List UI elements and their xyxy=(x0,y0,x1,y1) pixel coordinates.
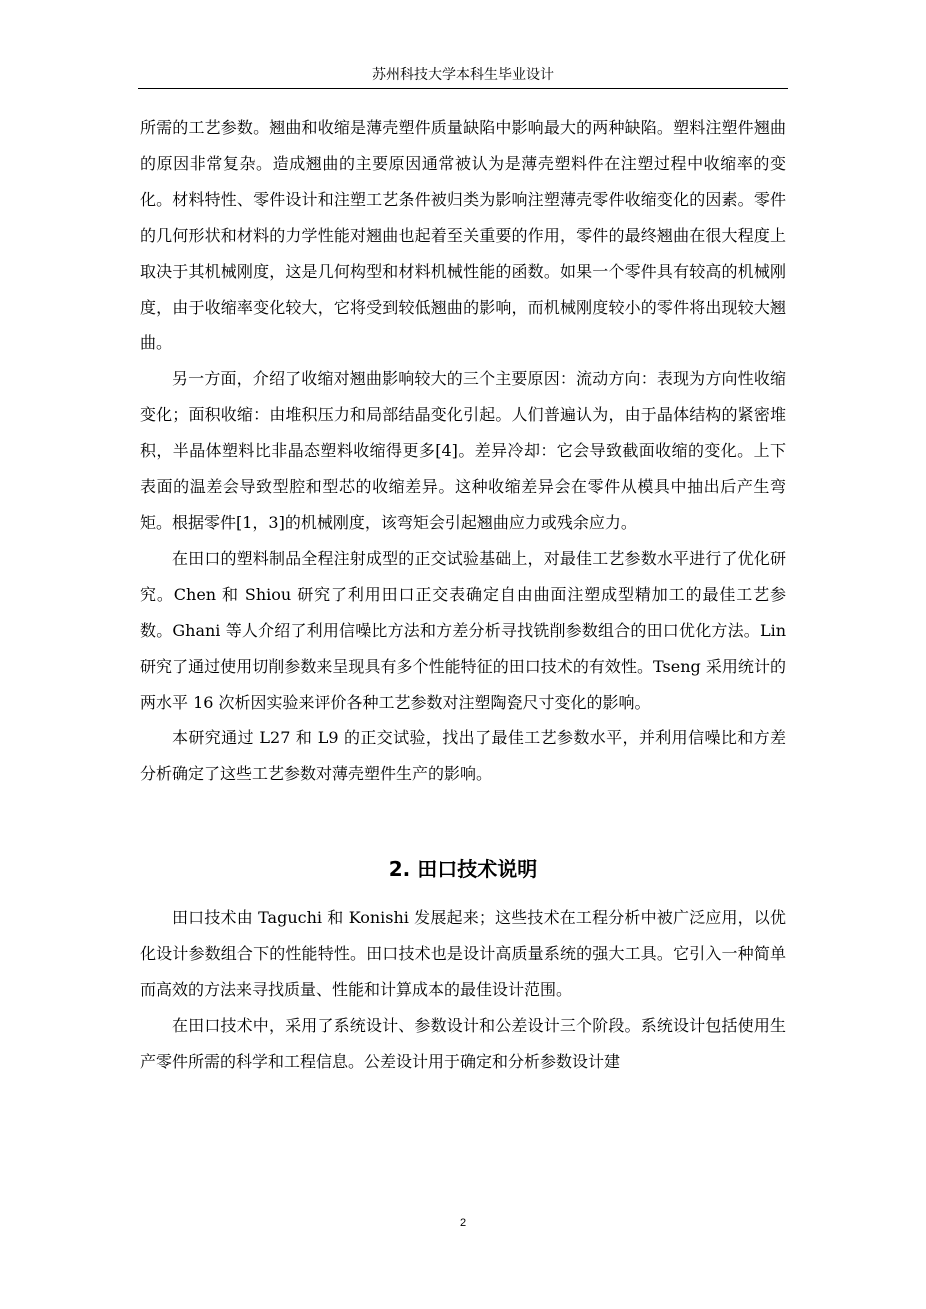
section-heading: 2. 田口技术说明 xyxy=(388,857,538,882)
header-title: 苏州科技大学本科生毕业设计 xyxy=(372,67,554,83)
paragraph-shrinkage-reasons: 另一方面，介绍了收缩对翘曲影响较大的三个主要原因：流动方向：表现为方向性收缩变化；面积收缩：由堆积压力和局部结晶变化引起。人们普遍认为，由于晶体结构的紧密堆积，半晶体塑料比非晶态塑料收缩得更多[4]。差异冷却：它会导致截面收缩的变化。上下表面的温差会导致型腔和型芯的收缩差异。这种收缩差异会在零件从模具中抽出后产生弯矩。根据零件[1，3]的机械刚度，该弯矩会引起翘曲应力或残余应力。 xyxy=(140,369,786,532)
paragraph-study-summary: 本研究通过 L27 和 L9 的正交试验，找出了最佳工艺参数水平，并利用信噪比和方差分析确定了这些工艺参数对薄壳塑件生产的影响。 xyxy=(140,728,786,784)
paragraph-taguchi-stages: 在田口技术中，采用了系统设计、参数设计和公差设计三个阶段。系统设计包括使用生产零件所需的科学和工程信息。公差设计用于确定和分析参数设计建 xyxy=(140,1015,786,1071)
paragraph-taguchi-studies: 在田口的塑料制品全程注射成型的正交试验基础上，对最佳工艺参数水平进行了优化研究。Chen 和 Shiou 研究了利用田口正交表确定自由曲面注塑成型精加工的最佳工艺参数。Ghani 等人介绍了利用信噪比方法和方差分析寻找铣削参数组合的田口优化方法。Lin 研究了通过使用切削参数来呈现具有多个性能特征的田口技术的有效性。Tseng 采用统计的两水平 16 次析因实验来评价各种工艺参数对注塑陶瓷尺寸变化的影响。 xyxy=(140,548,786,712)
page-header xyxy=(138,62,788,89)
page-body xyxy=(140,110,786,1080)
paragraph-warpage-causes: 所需的工艺参数。翘曲和收缩是薄壳塑件质量缺陷中影响最大的两种缺陷。塑料注塑件翘曲的原因非常复杂。造成翘曲的主要原因通常被认为是薄壳塑料件在注塑过程中收缩率的变化。材料特性、零件设计和注塑工艺条件被归类为影响注塑薄壳零件收缩变化的因素。零件的几何形状和材料的力学性能对翘曲也起着至关重要的作用，零件的最终翘曲在很大程度上取决于其机械刚度，这是几何构型和材料机械性能的函数。如果一个零件具有较高的机械刚度，由于收缩率变化较大，它将受到较低翘曲的影响，而机械刚度较小的零件将出现较大翘曲。 xyxy=(140,118,786,353)
page-number: 2 xyxy=(459,1217,467,1229)
paragraph-taguchi-intro: 田口技术由 Taguchi 和 Konishi 发展起来；这些技术在工程分析中被广泛应用，以优化设计参数组合下的性能特性。田口技术也是设计高质量系统的强大工具。它引入一种简单而高效的方法来寻找质量、性能和计算成本的最佳设计范围。 xyxy=(140,908,786,1000)
